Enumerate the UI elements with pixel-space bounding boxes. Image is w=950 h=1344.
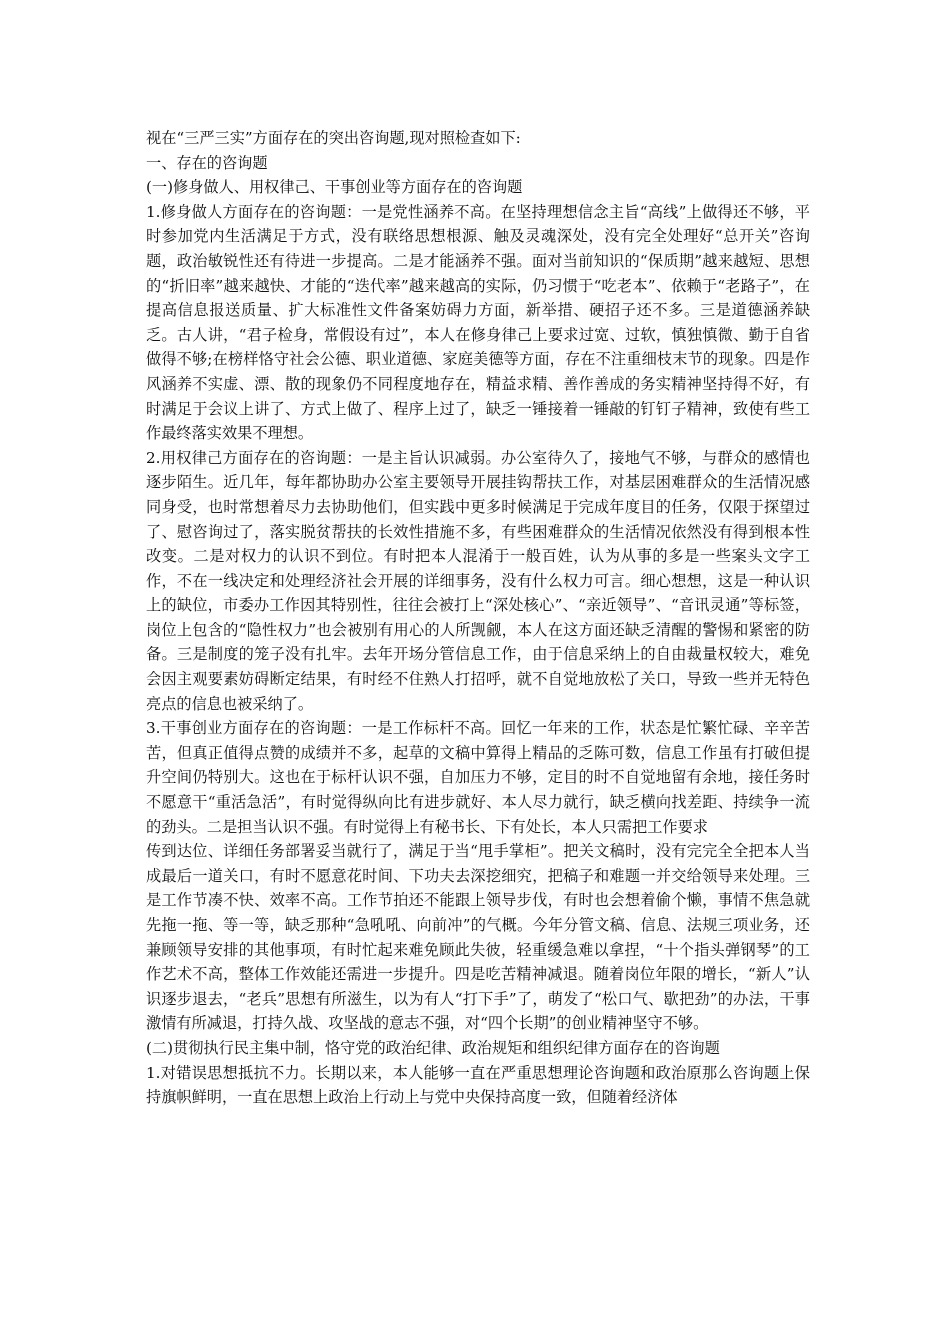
document-body <box>146 126 810 1110</box>
section-heading: 一、存在的咨询题 <box>146 153 268 172</box>
paragraph-3b: 传到达位、详细任务部署妥当就行了，满足于当“甩手掌柜”。把关文稿时，没有完完全全把本人当成最后一道关口，有时不愿意花时间、下功夫去深挖细究，把稿子和难题一并交给领导来处理。三是工作节凑不快、效率不高。工作节拍还不能跟上领导步伐，有时也会想着偷个懒，事情不焦急就先拖一拖、等一等，缺乏那种“急吼吼、向前冲”的气概。今年分管文稿、信息、法规三项业务，还兼顾领导安排的其他事项，有时忙起来难免顾此失彼，轻重缓急难以拿捏，“十个指头弹钢琴”的工作艺术不高，整体工作效能还需进一步提升。四是吃苦精神减退。随着岗位年限的增长，“新人”认识逐步退去，“老兵”思想有所滋生，以为有人“打下手”了，萌发了“松口气、歇把劲”的办法，干事激情有所减退，打持久战、攻坚战的意志不强，对“四个长期”的创业精神坚守不够。 <box>146 842 810 1033</box>
intro-line: 视在“三严三实”方面存在的突出咨询题,现对照检查如下: <box>146 129 521 147</box>
paragraph-4: 1.对错误思想抵抗不力。长期以来，本人能够一直在严重思想理论咨询题和政治原那么咨询题上保持旗帜鲜明，一直在思想上政治上行动上与党中央保持高度一致，但随着经济体 <box>146 1063 810 1107</box>
paragraph-1: 1.修身做人方面存在的咨询题：一是党性涵养不高。在坚持理想信念主旨“高线”上做得还不够，平时参加党内生活满足于方式，没有联络思想根源、触及灵魂深处，没有完全处理好“总开关”咨询题，政治敏锐性还有待进一步提高。二是才能涵养不强。面对当前知识的“保质期”越来越短、思想的“折旧率”越来越快、才能的“迭代率”越来越高的实际，仍习惯于“吃老本”、依赖于“老路子”，在提高信息报送质量、扩大标准性文件备案妨碍力方面，新举措、硬招子还不多。三是道德涵养缺乏。古人讲，“君子检身，常假设有过”，本人在修身律己上要求过宽、过软，慎独慎微、勤于自省做得不够;在榜样恪守社会公德、职业道德、家庭美德等方面，存在不注重细枝末节的现象。四是作风涵养不实虚、漂、散的现象仍不同程度地存在，精益求精、善作善成的务实精神坚持得不好，有时满足于会议上讲了、方式上做了、程序上过了，缺乏一锤接着一锤敲的钉钉子精神，致使有些工作最终落实效果不理想。 <box>146 202 810 443</box>
paragraph-2: 2.用权律己方面存在的咨询题：一是主旨认识减弱。办公室待久了，接地气不够，与群众的感情也逐步陌生。近几年，每年都协助办公室主要领导开展挂钩帮扶工作，对基层困难群众的生活情况感同身受，也时常想着尽力去协助他们，但实践中更多时候满足于完成年度目的任务，仅限于探望过了、慰咨询过了，落实脱贫帮扶的长效性措施不多，有些困难群众的生活情况依然没有得到根本性改变。二是对权力的认识不到位。有时把本人混淆于一般百姓，认为从事的多是一些案头文字工作，不在一线决定和处理经济社会开展的详细事务，没有什么权力可言。细心想想，这是一种认识上的缺位，市委办工作因其特别性，往往会被打上“深处核心”、“亲近领导”、“音讯灵通”等标签，岗位上包含的“隐性权力”也会被别有用心的人所觊觎，本人在这方面还缺乏清醒的警惕和紧密的防备。三是制度的笼子没有扎牢。去年开场分管信息工作，由于信息采纳上的自由裁量权较大，难免会因主观要素妨碍断定结果，有时经不住熟人打招呼，就不自觉地放松了关口，导致一些并无特色亮点的信息也被采纳了。 <box>146 448 810 713</box>
subsection-heading-2: (二)贯彻执行民主集中制，恪守党的政治纪律、政治规矩和组织纪律方面存在的咨询题 <box>146 1038 720 1057</box>
paragraph-3a: 3.干事创业方面存在的咨询题：一是工作标杆不高。回忆一年来的工作，状态是忙繁忙碌、辛辛苦苦，但真正值得点赞的成绩并不多，起草的文稿中算得上精品的乏陈可数，信息工作虽有打破但提升空间仍特别大。这也在于标杆认识不强，自加压力不够，定目的时不自觉地留有余地，接任务时不愿意干“重活急活”，有时觉得纵向比有进步就好、本人尽力就行，缺乏横向找差距、持续争一流的劲头。二是担当认识不强。有时觉得上有秘书长、下有处长，本人只需把工作要求 <box>146 719 810 836</box>
subsection-heading: (一)修身做人、用权律己、干事创业等方面存在的咨询题 <box>146 178 523 197</box>
